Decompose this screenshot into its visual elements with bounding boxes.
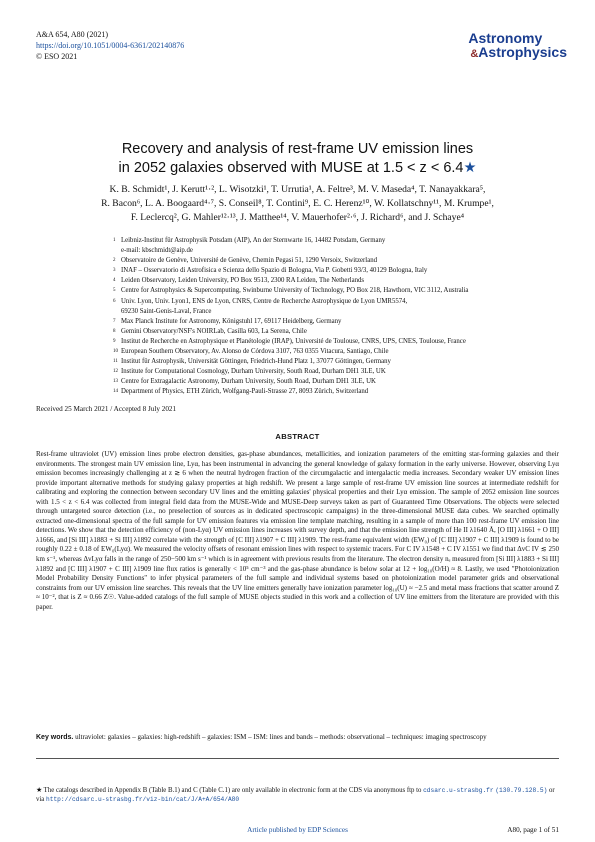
footnote-star: ★ <box>36 787 43 794</box>
affiliation-number: 8 <box>113 328 116 334</box>
cds-ftp-link[interactable]: cdsarc.u-strasbg.fr <box>423 787 494 794</box>
affiliation-number: 4 <box>113 278 116 284</box>
journal-logo <box>468 31 567 61</box>
journal-name-line1: Astronomy <box>468 30 543 46</box>
authors-line3: F. Leclercq², G. Mahler¹²·¹³, J. Matthee¹⁴, V. Mauerhofer²·⁶, J. Richard⁶, and J. Schaye⁴ <box>130 212 465 224</box>
affiliation-item <box>113 286 558 296</box>
affiliation-item <box>113 236 558 246</box>
author-list <box>40 183 555 226</box>
affiliation-number: 12 <box>113 369 118 375</box>
publisher-line[interactable]: Article published by EDP Sciences <box>247 826 348 834</box>
affiliation-number: 7 <box>113 318 116 324</box>
journal-name-line2: Astrophysics <box>478 44 567 60</box>
cds-ip-link[interactable]: (130.79.128.5) <box>495 787 548 794</box>
affiliation-text: Department of Physics, ETH Zürich, Wolfgang-Pauli-Strasse 27, 8093 Zürich, Switzerland <box>121 388 369 396</box>
affiliation-number <box>113 246 121 256</box>
affiliation-text: European Southern Observatory, Av. Alonso de Córdova 3107, 763 0355 Vitacura, Santiago, Chile <box>121 348 389 356</box>
authors-line2: R. Bacon⁶, L. A. Boogaard⁴·⁷, S. Conseil⁸, T. Contini⁹, E. C. Herenz¹⁰, W. Kollatschny¹¹, M. Krumpe¹, <box>101 198 494 210</box>
affiliation-text: Centre for Astrophysics & Supercomputing, Swinburne University of Technology, PO Box 218, Hawthorn, VIC 3112, Australia <box>121 287 469 295</box>
affiliation-item <box>113 276 558 286</box>
affiliation-number: 2 <box>113 258 116 264</box>
affiliation-number: 9 <box>113 338 116 344</box>
affiliation-text: Max Planck Institute for Astronomy, Königstuhl 17, 69117 Heidelberg, Germany <box>121 317 342 325</box>
affiliation-item <box>113 387 558 397</box>
affiliation-text: Institut de Recherche en Astrophysique et Planétologie (IRAP), Université de Toulouse, CNRS, UPS, CNES, Toulouse, France <box>121 337 466 345</box>
affiliation-number: 10 <box>113 349 118 355</box>
vizier-link[interactable]: http://cdsarc.u-strasbg.fr/viz-bin/cat/J/A+A/654/A80 <box>46 796 240 804</box>
affiliation-number: 5 <box>113 288 116 294</box>
affiliation-item <box>113 327 558 337</box>
affiliation-text: INAF – Osservatorio di Astrofisica e Scienza dello Spazio di Bologna, Via P. Gobetti 93/3, 40129 Bologna, Italy <box>121 267 428 275</box>
affiliations-list <box>113 236 558 398</box>
footnote-text: The catalogs described in Appendix B (Table B.1) and C (Table C.1) are only available in electronic form at the CDS via anonymous ftp to <box>43 787 422 794</box>
affiliation-item <box>113 337 558 347</box>
affiliation-item <box>113 367 558 377</box>
affiliation-text: Institute for Computational Cosmology, Durham University, South Road, Durham DH1 3LE, UK <box>121 368 386 376</box>
affiliation-item <box>113 317 558 327</box>
affiliation-item <box>113 307 558 317</box>
affiliation-number: 6 <box>113 298 116 304</box>
title-line2: in 2052 galaxies observed with MUSE at 1.5 < z < 6.4 <box>118 160 464 176</box>
doi-link[interactable]: https://doi.org/10.1051/0004-6361/202140876 <box>36 41 185 50</box>
copyright: © ESO 2021 <box>36 52 78 61</box>
article-header <box>36 29 184 62</box>
keywords-label: Key words. <box>36 734 74 741</box>
affiliation-item <box>113 297 558 307</box>
affiliation-item <box>113 377 558 387</box>
affiliation-item <box>113 347 558 357</box>
affiliation-number: 13 <box>113 379 118 385</box>
keywords <box>36 733 559 743</box>
affiliation-text: Gemini Observatory/NSF's NOIRLab, Casilla 603, La Serena, Chile <box>121 327 307 335</box>
affiliation-item <box>113 246 558 256</box>
affiliation-number <box>113 307 121 317</box>
affiliation-text: Centre for Extragalactic Astronomy, Durham University, South Road, Durham DH1 3LE, UK <box>121 378 376 386</box>
affiliation-number: 1 <box>113 238 116 243</box>
footnote-mid: or via <box>36 787 555 804</box>
footnote <box>36 786 559 805</box>
title-footnote-star[interactable]: ★ <box>463 160 477 176</box>
footnote-divider <box>36 758 559 759</box>
keywords-text: ultraviolet: galaxies – galaxies: high-redshift – galaxies: ISM – ISM: lines and bands – methods: observational – techniques: imaging spectroscopy <box>75 733 487 741</box>
affiliation-number: 3 <box>113 268 116 274</box>
abstract-heading: ABSTRACT <box>275 432 320 441</box>
affiliation-text: Leibniz-Institut für Astrophysik Potsdam (AIP), An der Sternwarte 16, 14482 Potsdam, Germany <box>121 237 386 244</box>
affiliation-text: Leiden Observatory, Leiden University, PO Box 9513, 2300 RA Leiden, The Netherlands <box>121 277 365 285</box>
received-dates: Received 25 March 2021 / Accepted 8 July 2021 <box>36 405 177 413</box>
affiliation-item <box>113 266 558 276</box>
paper-title <box>60 140 535 178</box>
affiliation-number: 11 <box>113 359 118 365</box>
affiliation-item <box>113 256 558 266</box>
affiliation-item <box>113 357 558 367</box>
journal-ampersand: & <box>470 48 479 60</box>
affiliation-text: Observatoire de Genève, Université de Genève, Chemin Pegasi 51, 1290 Versoix, Switzerland <box>121 257 378 265</box>
citation: A&A 654, A80 (2021) <box>36 30 108 39</box>
page-number: A80, page 1 of 51 <box>507 826 559 834</box>
affiliation-number: 14 <box>113 389 118 395</box>
title-line1: Recovery and analysis of rest-frame UV emission lines <box>121 141 474 157</box>
affiliation-text: Institut für Astrophysik, Universität Göttingen, Friedrich-Hund Platz 1, 37077 Göttingen, Germany <box>121 358 391 366</box>
affiliation-text: Univ. Lyon, Univ. Lyon1, ENS de Lyon, CNRS, Centre de Recherche Astrophysique de Lyon UMR5574, <box>121 297 408 305</box>
authors-line1: K. B. Schmidt¹, J. Kerutt¹·², L. Wisotzki¹, T. Urrutia¹, A. Feltre³, M. V. Maseda⁴, T. Nanayakkara⁵, <box>109 184 486 195</box>
abstract-text: Rest-frame ultraviolet (UV) emission lines probe electron densities, gas-phase abundances, metallicities, and ionization parameters of the emitting star-forming galaxies and their environments. The strongest main UV emission line, Lyα, has been instrumental in advancing the general knowledge of galaxy formation in the early universe. However, observing Lyα emission becomes increasingly challenging at z ≳ 6 when the neutral hydrogen fraction of the circumgalactic and intergalactic media increases. Secondary weaker UV emission lines provide important alternative methods for studying galaxy properties at high redshift. We present a large sample of rest-frame UV emission line sources at intermediate redshift for calibrating and exploring the connection between secondary UV lines and the emitting galaxies' physical properties and their Lyα emission. The sample of 2052 emission line sources with 1.5 < z < 6.4 was collected from integral field data from the MUSE-Wide and MUSE-Deep surveys taken as part of Guaranteed Time Observations. The objects were selected through untargeted source detection (i.e., no preselection of sources as in dedicated spectroscopic campaigns) in the three-dimensional MUSE data cubes. We searched optimally extracted one-dimensional spectra of the full sample for UV emission features via emission line template matching, resulting in a sample of more than 100 rest-frame UV emission line detections. We show that the detection efficiency of (non-Lyα) UV emission lines increases with survey depth, and that the emission line strength of He II λ1640 Å, [O III] λ1661 + O III] λ1666, and [Si III] λ1883 + Si III] λ1892 correlate with the strength of [C III] λ1907 + C III] λ1909. The rest-frame equivalent width (EW₀) of [C III] λ1907 + C III] λ1909 is found to be roughly 0.22 ± 0.18 of EW₀(Lyα). We measured the velocity offsets of resonant emission lines with respect to systemic tracers. For C IV λ1548 + C IV λ1551 we find that ΔvC IV ≲ 250 km s⁻¹, whereas ΔvLyα falls in the range of 250−500 km s⁻¹ which is in agreement with previous results from the literature. The electron density nₑ measured from [Si III] λ1883 + Si III] λ1892 and [C III] λ1907 + C III] λ1909 line flux ratios is generally < 10⁵ cm⁻³ and the gas-phase abundance is below solar at 12 + log₁₀(O/H) ≈ 8. Lastly, we used "Photoionization Model Probability Density Functions" to infer physical parameters of the full sample and individual systems based on photoionization model parameter grids and observational constraints from our UV emission line searches. This reveals that the UV line emitters generally have ionization parameter log₁₀(U) ≈ −2.5 and metal mass fractions that scatter around Z ≈ 10⁻², that is Z ≈ 0.66 Z☉. Value-added catalogs of the full sample of MUSE objects studied in this work and a collection of UV line emitters from the literature are provided with this paper. <box>36 450 559 611</box>
affiliation-text: 69230 Saint-Genis-Laval, France <box>121 307 212 315</box>
affiliation-text: e-mail: kbschmidt@aip.de <box>121 247 193 255</box>
